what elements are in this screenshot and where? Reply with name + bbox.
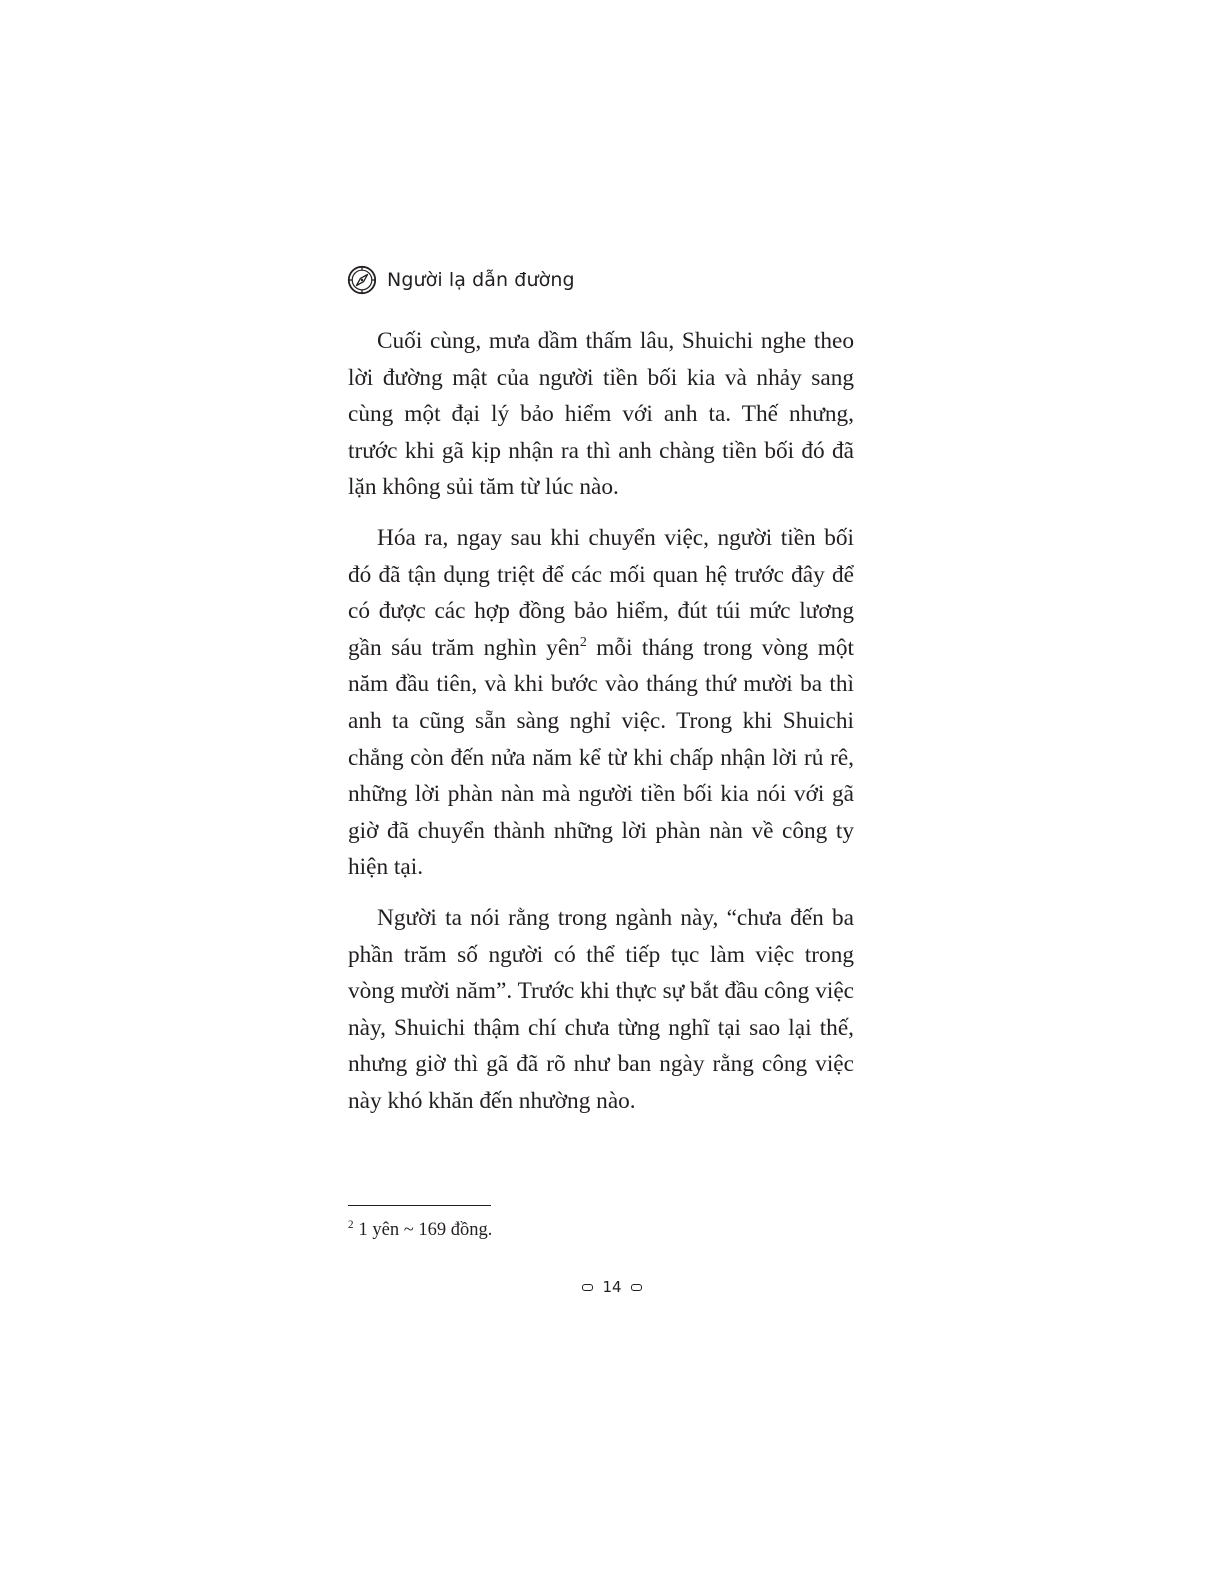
running-header [347,263,575,297]
compass-icon [347,265,377,295]
paragraph: Cuối cùng, mưa dầm thấm lâu, Shuichi nghe theo lời đường mật của người tiền bối kia và nhảy sang cùng một đại lý bảo hiểm với anh ta. Thế nhưng, trước khi gã kịp nhận ra thì anh chàng tiền bối đó đã lặn không sủi tăm từ lúc nào. [348,328,854,501]
paragraph-text: mỗi tháng trong vòng một năm đầu tiên, và khi bước vào tháng thứ mười ba thì anh ta cũng sẵn sàng nghỉ việc. Trong khi Shuichi chẳng còn đến nửa năm kể từ khi chấp nhận lời rủ rê, những lời phàn nàn mà người tiền bối kia nói với gã giờ đã chuyển thành những lời phàn nàn về công ty hiện tại. [348,634,854,881]
running-header-title: Người lạ dẫn đường [387,269,575,291]
footnote-text: 1 yên ~ 169 đồng. [358,1220,493,1240]
page-number-ornament-left [582,1284,593,1291]
footnote [348,1216,492,1244]
footnote-number: 2 [348,1218,354,1231]
footnote-reference[interactable]: 2 [579,634,587,650]
paragraph-with-footnote [348,520,854,886]
page-number-ornament-right [631,1284,642,1291]
body-text [348,323,854,1133]
paragraph: Người ta nói rằng trong ngành này, “chưa đến ba phần trăm số người có thể tiếp tục làm việc trong vòng mười năm”. Trước khi thực sự bắt đầu công việc này, Shuichi thậm chí chưa từng nghĩ tại sao lại thế, nhưng giờ thì gã đã rõ như ban ngày rằng công việc này khó khăn đến nhường nào. [348,904,854,1114]
footnote-divider [348,1205,491,1206]
page-number-area [0,1278,1224,1296]
page-number: 14 [602,1278,622,1296]
paragraph-text: Hóa ra, ngay sau khi chuyển việc, người tiền bối đó đã tận dụng triệt để các mối quan hệ trước đây để có được các hợp đồng bảo hiểm, đút túi mức lương gần sáu trăm nghìn yên [348,524,854,661]
